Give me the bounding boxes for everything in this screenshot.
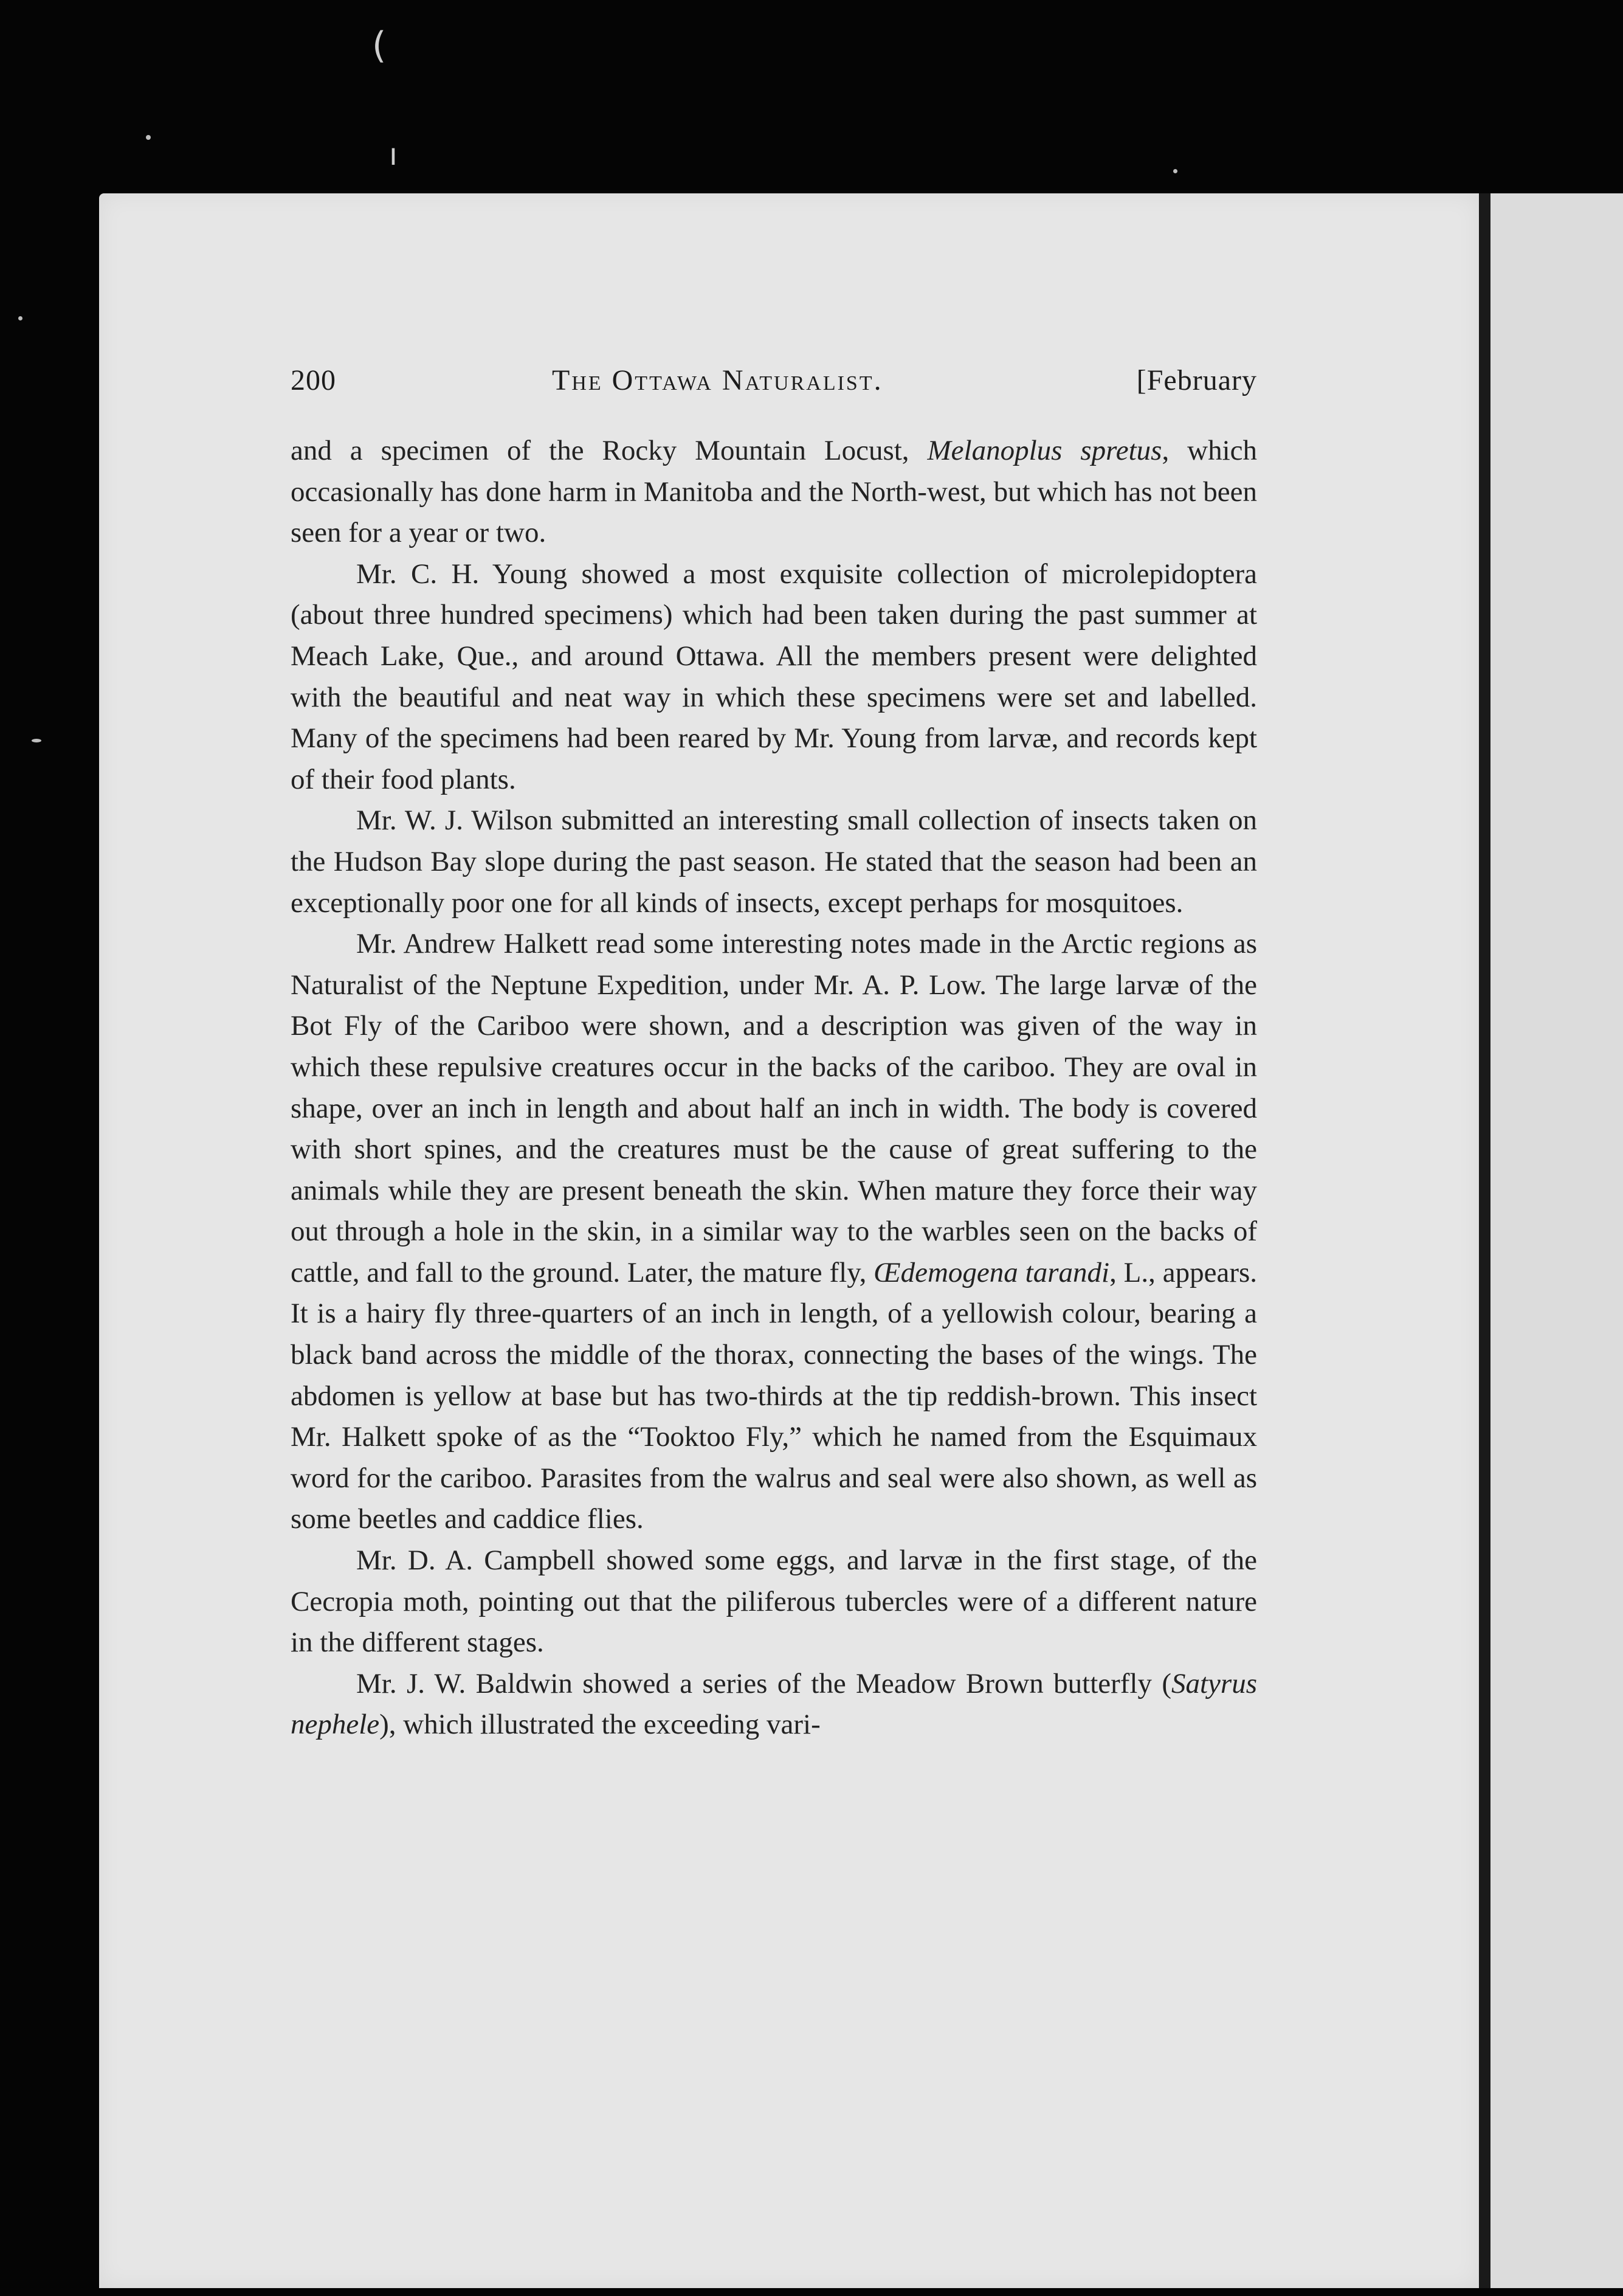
- journal-title: The Ottawa Naturalist.: [552, 364, 883, 396]
- adjacent-page-edge: [1490, 193, 1623, 2288]
- paragraph-wilson: [291, 800, 1257, 924]
- scan-speck: [146, 135, 151, 140]
- italic-taxon-name: Satyrus nephele: [291, 1667, 1257, 1741]
- paragraph-campbell: [291, 1540, 1257, 1664]
- paragraph-baldwin: [291, 1664, 1257, 1746]
- text-run: and a specimen of the Rocky Mountain Locust,: [291, 435, 928, 466]
- text-run: , L., appears. It is a hairy fly three-quarters of an inch in length, of a yellowish colour, bearing a black band across the middle of the thorax, connecting the bases of the wings. The abdomen is yellow at base but has two-thirds at the tip reddish-brown. This insect Mr. Halkett spoke of as the “Tooktoo Fly,” which he named from the Esquimaux word for the cariboo. Parasites from the walrus and seal were also shown, as well as some beetles and caddice flies.: [291, 1256, 1258, 1535]
- text-run: Mr. W. J. Wilson submitted an interesting small collection of insects taken on the Hudson Bay slope during the past season. He stated that the season had been an exceptionally poor one for all kinds of insects, except perhaps for mosquitoes.: [291, 804, 1257, 919]
- paragraph-young: [291, 554, 1257, 801]
- text-run: Mr. J. W. Baldwin showed a series of the Meadow Brown butterfly (: [356, 1667, 1171, 1700]
- page-number: 200: [291, 364, 336, 396]
- issue-month: [February: [1136, 364, 1257, 396]
- paragraph-halkett: [291, 924, 1257, 1540]
- text-run: Mr. Andrew Halkett read some interesting notes made in the Arctic regions as Naturalist of the Neptune Expedition, under Mr. A. P. Low. The large larvæ of the Bot Fly of the Cariboo were shown, and a description was given of the way in which these repulsive creatures occur in the backs of the cariboo. They are oval in shape, over an inch in length and about half an inch in width. The body is covered with short spines, and the creatures must be the cause of great suffering to the animals while they are present beneath the skin. When mature they force their way out through a hole in the skin, in a similar way to the warbles seen on the backs of cattle, and fall to the ground. Later, the mature fly,: [291, 928, 1257, 1288]
- text-run: , which occasionally has done harm in Manitoba and the North-west, but which has not been seen for a year or two.: [291, 435, 1257, 549]
- scan-mark: (: [372, 24, 387, 67]
- paragraph-locust: [291, 431, 1257, 554]
- scan-mark: ı: [389, 137, 398, 172]
- italic-taxon-name: Melanoplus spretus: [927, 435, 1162, 466]
- page-gutter: [1479, 193, 1490, 2288]
- scan-speck: [18, 316, 22, 320]
- text-run: ), which illustrated the exceeding vari-: [379, 1709, 821, 1741]
- article-body: [291, 431, 1257, 1746]
- text-run: Mr. C. H. Young showed a most exquisite collection of microlepidoptera (about three hundred specimens) which had been taken during the past summer at Meach Lake, Que., and around Ottawa. All the members present were delighted with the beautiful and neat way in which these specimens were set and labelled. Many of the specimens had been reared by Mr. Young from larvæ, and records kept of their food plants.: [291, 558, 1257, 795]
- text-run: Mr. D. A. Campbell showed some eggs, and larvæ in the first stage, of the Cecropia moth, pointing out that the piliferous tubercles were of a different nature in the different stages.: [291, 1544, 1257, 1659]
- running-header: [291, 364, 1257, 406]
- italic-taxon-name: Œdemogena tarandi: [874, 1256, 1110, 1288]
- scan-speck: [32, 739, 41, 742]
- scan-speck: [1173, 169, 1177, 173]
